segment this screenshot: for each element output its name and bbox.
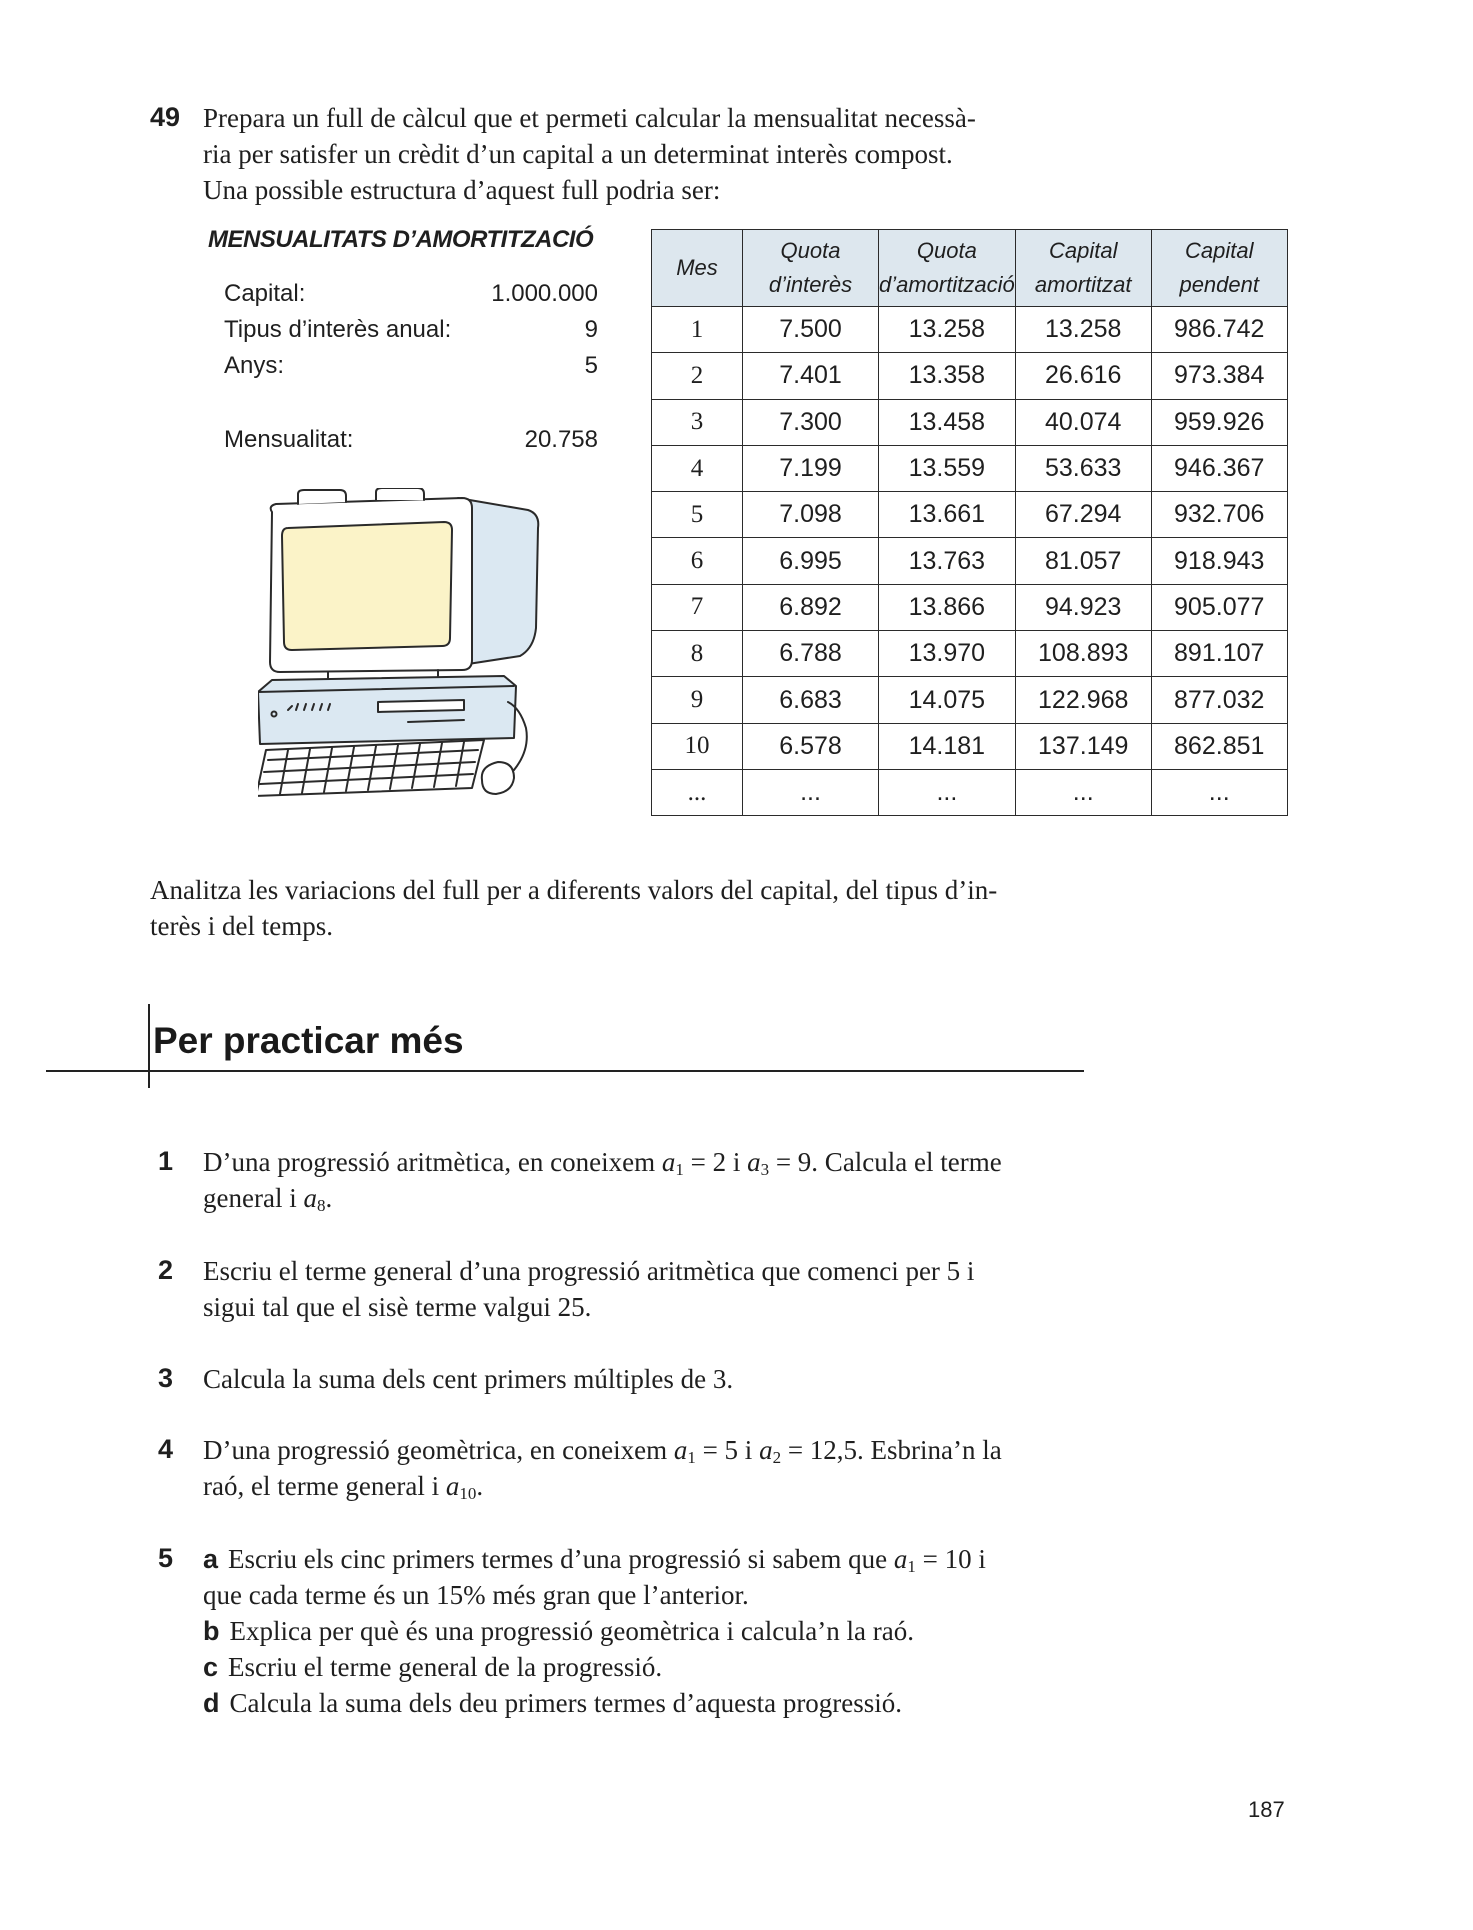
table-row	[652, 538, 1288, 584]
table-cell: 3	[652, 399, 743, 445]
subexercise-c	[203, 1649, 1090, 1685]
table-cell: 122.968	[1015, 677, 1151, 723]
table-cell: 53.633	[1015, 445, 1151, 491]
section-rule-vertical	[148, 1004, 150, 1088]
text-line: sigui tal que el sisè terme valgui 25.	[203, 1292, 592, 1322]
table-row	[652, 677, 1288, 723]
text-line: que cada terme és un 15% més gran que l’anterior.	[203, 1580, 749, 1610]
text-part: D’una progressió geomètrica, en coneixem	[203, 1435, 674, 1465]
capital-value: 1.000.000	[491, 280, 598, 307]
exercise-text	[203, 100, 1090, 208]
amortization-table	[651, 229, 1288, 816]
table-cell: 7.401	[743, 353, 879, 399]
exercise-number: 4	[158, 1434, 174, 1464]
subexercise-letter: b	[203, 1616, 220, 1646]
table-cell: 932.706	[1151, 492, 1287, 538]
subscript: 10	[459, 1484, 477, 1503]
subscript: 1	[675, 1160, 684, 1179]
exercise-1	[150, 1144, 1090, 1216]
header-line: d’amortització	[879, 272, 1015, 297]
table-cell: 26.616	[1015, 353, 1151, 399]
table-cell: 40.074	[1015, 399, 1151, 445]
table-cell: 6.578	[743, 723, 879, 769]
text-line: Escriu el terme general d’una progressió aritmètica que comenci per 5 i	[203, 1256, 975, 1286]
header-quota-interes	[743, 230, 879, 307]
header-mes	[652, 230, 743, 307]
header-capital-amortitzat	[1015, 230, 1151, 307]
text-line: terès i del temps.	[150, 911, 333, 941]
subexercise-d	[203, 1685, 1090, 1721]
header-capital-pendent	[1151, 230, 1287, 307]
text-line: ria per satisfer un crèdit d’un capital a un determinat interès compost.	[203, 139, 953, 169]
exercise-number: 3	[158, 1363, 174, 1393]
table-cell: 13.458	[879, 399, 1016, 445]
exercise-text	[203, 1432, 1090, 1504]
monthly-value: 20.758	[524, 426, 598, 453]
section-rule-horizontal	[46, 1070, 1084, 1072]
capital-label: Capital:	[224, 280, 306, 307]
exercise-number: 1	[158, 1146, 174, 1176]
text-part: .	[476, 1471, 484, 1501]
header-line: Quota	[780, 238, 841, 263]
variable: a	[303, 1183, 317, 1213]
table-cell: 14.075	[879, 677, 1016, 723]
table-cell: 946.367	[1151, 445, 1287, 491]
subscript: 3	[760, 1160, 770, 1179]
table-cell: 13.970	[879, 631, 1016, 677]
table-cell: ...	[1151, 769, 1287, 815]
table-cell: 891.107	[1151, 631, 1287, 677]
exercise-text	[203, 1144, 1090, 1216]
table-row	[652, 584, 1288, 630]
text-part: = 2 i	[683, 1147, 748, 1177]
rate-value: 9	[584, 316, 598, 343]
text-line: Prepara un full de càlcul que et permeti calcular la mensualitat necessà-	[203, 103, 976, 133]
table-cell: 6.995	[743, 538, 879, 584]
text-part: Escriu els cinc primers termes d’una progressió si sabem que	[228, 1544, 894, 1574]
table-cell: 7.500	[743, 307, 879, 353]
subexercise-letter: c	[203, 1652, 219, 1682]
text-part: .	[325, 1183, 333, 1213]
text-part: D’una progressió aritmètica, en coneixem	[203, 1147, 662, 1177]
variable: a	[673, 1435, 688, 1465]
table-cell: 13.866	[879, 584, 1016, 630]
table-cell: ...	[743, 769, 879, 815]
table-row	[652, 307, 1288, 353]
header-line: Quota	[916, 238, 977, 263]
table-cell: 9	[652, 677, 743, 723]
table-cell: 6.788	[743, 631, 879, 677]
years-label: Anys:	[224, 352, 285, 379]
table-row	[652, 399, 1288, 445]
subexercise-b	[203, 1613, 1090, 1649]
subexercise-letter: a	[203, 1544, 219, 1574]
table-cell: 7.300	[743, 399, 879, 445]
subscript: 1	[687, 1448, 696, 1467]
table-cell: ...	[1015, 769, 1151, 815]
exercise-5	[150, 1541, 1090, 1721]
header-line: Mes	[676, 255, 718, 280]
table-cell: 2	[652, 353, 743, 399]
subscript: 1	[907, 1557, 916, 1576]
table-row	[652, 631, 1288, 677]
text-part: = 10 i	[915, 1544, 986, 1574]
exercise-4	[150, 1432, 1090, 1504]
text-part: = 5 i	[695, 1435, 760, 1465]
monthly-label: Mensualitat:	[224, 426, 354, 453]
header-line: pendent	[1179, 272, 1259, 297]
rate-label: Tipus d’interès anual:	[224, 316, 452, 343]
header-line: d’interès	[768, 272, 853, 297]
table-cell: 13.258	[879, 307, 1016, 353]
table-cell: ...	[879, 769, 1016, 815]
table-cell: 7.199	[743, 445, 879, 491]
years-value: 5	[584, 352, 598, 379]
text-part: Escriu el terme general de la progressió.	[228, 1652, 663, 1682]
exercise-49	[150, 100, 1090, 208]
table-cell: ...	[652, 769, 743, 815]
table-cell: 108.893	[1015, 631, 1151, 677]
text-line: Una possible estructura d’aquest full podria ser:	[203, 175, 721, 205]
exercise-3	[150, 1361, 1090, 1397]
text-line	[203, 1144, 1090, 1180]
exercise-number: 5	[158, 1543, 174, 1573]
text-line	[203, 1468, 1090, 1504]
subscript: 2	[772, 1448, 782, 1467]
subscript: 8	[316, 1196, 326, 1215]
table-cell: 6	[652, 538, 743, 584]
table-cell: 877.032	[1151, 677, 1287, 723]
table-row	[652, 723, 1288, 769]
table-cell: 4	[652, 445, 743, 491]
summary-title: MENSUALITATS D’AMORTITZACIÓ	[208, 226, 594, 253]
text-part: = 9. Calcula el terme	[769, 1147, 1002, 1177]
text-part: raó, el terme general i	[203, 1471, 446, 1501]
exercise-2	[150, 1253, 1090, 1325]
table-cell: 918.943	[1151, 538, 1287, 584]
table-cell: 6.683	[743, 677, 879, 723]
text-line	[203, 1180, 1090, 1216]
table-cell: 81.057	[1015, 538, 1151, 584]
table-cell: 905.077	[1151, 584, 1287, 630]
table-cell: 13.258	[1015, 307, 1151, 353]
page-number: 187	[1248, 1797, 1285, 1822]
analysis-paragraph	[150, 872, 1090, 944]
subexercise-a	[203, 1541, 1090, 1577]
table-cell: 13.661	[879, 492, 1016, 538]
table-cell: 8	[652, 631, 743, 677]
section-title: Per practicar més	[153, 1020, 464, 1061]
table-cell: 13.559	[879, 445, 1016, 491]
variable: a	[445, 1471, 460, 1501]
text-part: Explica per què és una progressió geomètrica i calcula’n la raó.	[229, 1616, 914, 1646]
exercise-text	[203, 1541, 1090, 1721]
text-line: Analitza les variacions del full per a diferents valors del capital, del tipus d’in-	[150, 875, 998, 905]
exercise-number: 2	[158, 1255, 174, 1285]
text-part: Calcula la suma dels deu primers termes d’aquesta progressió.	[229, 1688, 903, 1718]
table-cell: 7	[652, 584, 743, 630]
variable: a	[759, 1435, 773, 1465]
table-cell: 1	[652, 307, 743, 353]
table-cell: 959.926	[1151, 399, 1287, 445]
computer-illustration	[258, 488, 588, 808]
table-cell: 67.294	[1015, 492, 1151, 538]
table-row	[652, 769, 1288, 815]
table-cell: 13.358	[879, 353, 1016, 399]
table-row	[652, 492, 1288, 538]
variable: a	[661, 1147, 676, 1177]
text-part: general i	[203, 1183, 304, 1213]
exercise-text: Calcula la suma dels cent primers múltiples de 3.	[203, 1364, 734, 1394]
exercise-number: 49	[150, 102, 181, 132]
header-quota-amortitzacio	[879, 230, 1016, 307]
text-line	[203, 1432, 1090, 1468]
table-cell: 10	[652, 723, 743, 769]
table-cell: 6.892	[743, 584, 879, 630]
table-cell: 14.181	[879, 723, 1016, 769]
table-cell: 7.098	[743, 492, 879, 538]
table-row	[652, 353, 1288, 399]
table-cell: 137.149	[1015, 723, 1151, 769]
table-cell: 94.923	[1015, 584, 1151, 630]
table-row	[652, 445, 1288, 491]
amortization-summary	[208, 226, 598, 453]
exercise-text	[203, 1253, 1090, 1325]
table-cell: 5	[652, 492, 743, 538]
table-cell: 973.384	[1151, 353, 1287, 399]
table-cell: 862.851	[1151, 723, 1287, 769]
variable: a	[893, 1544, 908, 1574]
subexercise-letter: d	[203, 1688, 220, 1718]
table-cell: 986.742	[1151, 307, 1287, 353]
variable: a	[747, 1147, 761, 1177]
table-header-row	[652, 230, 1288, 307]
header-line: Capital	[1048, 238, 1118, 263]
header-line: Capital	[1184, 238, 1254, 263]
header-line: amortitzat	[1034, 272, 1132, 297]
table-cell: 13.763	[879, 538, 1016, 584]
text-part: = 12,5. Esbrina’n la	[781, 1435, 1002, 1465]
